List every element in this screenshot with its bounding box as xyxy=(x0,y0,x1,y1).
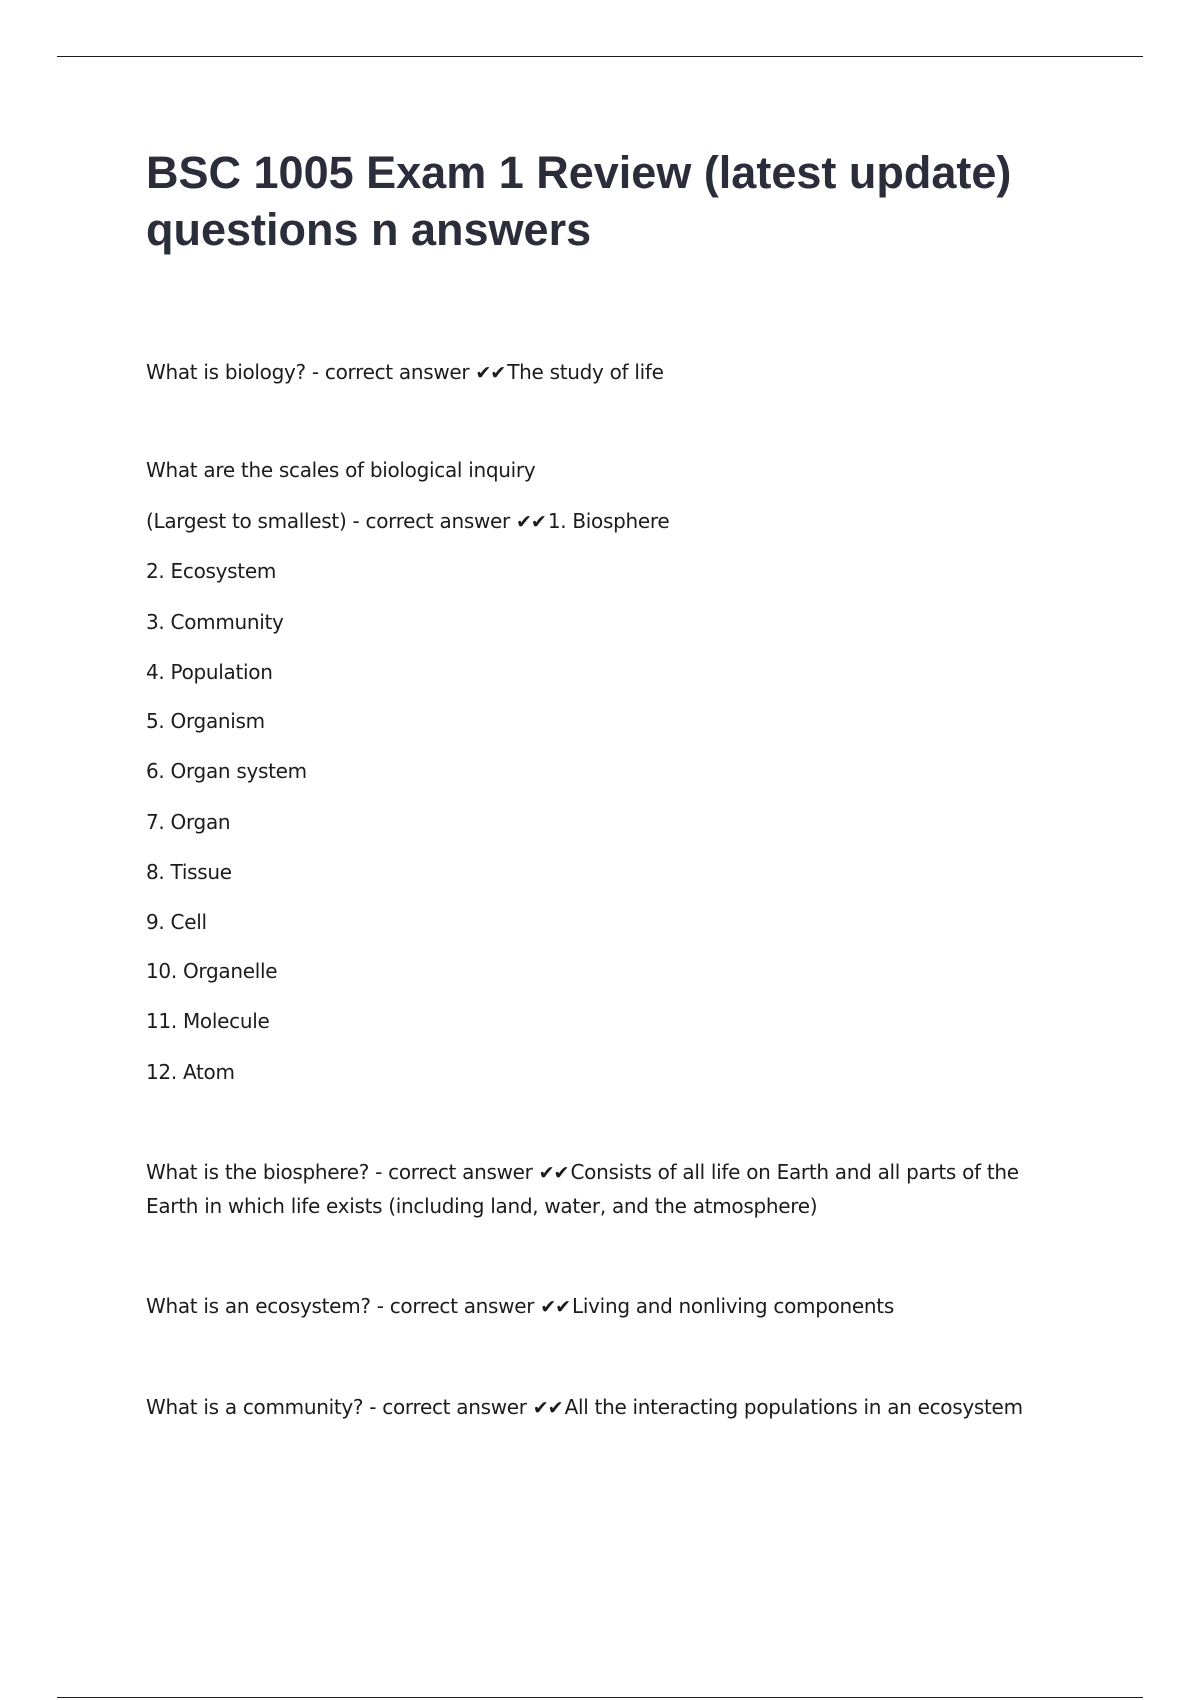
qa-item-community xyxy=(146,1392,1023,1423)
answer-text: All the interacting populations in an ecosystem xyxy=(564,1395,1023,1419)
list-item: 3. Community xyxy=(146,610,284,634)
answer-text: The study of life xyxy=(507,360,664,384)
list-item: 9. Cell xyxy=(146,910,207,934)
question-text: What is biology? - correct answer xyxy=(146,360,476,384)
double-check-icon: ✔✔ xyxy=(540,1296,571,1318)
question-text: What is an ecosystem? - correct answer xyxy=(146,1294,541,1318)
answer-text: Living and nonliving components xyxy=(572,1294,894,1318)
list-item: 4. Population xyxy=(146,660,273,684)
answer-text: 1. Biosphere xyxy=(547,509,670,533)
list-item: 10. Organelle xyxy=(146,959,278,983)
document-title: BSC 1005 Exam 1 Review (latest update) questions n answers xyxy=(146,147,1012,255)
list-item: 12. Atom xyxy=(146,1060,235,1084)
question-text-line1: What are the scales of biological inquiry xyxy=(146,458,536,482)
double-check-icon: ✔✔ xyxy=(538,1162,569,1184)
list-item: 7. Organ xyxy=(146,810,231,834)
answer-text: Consists of all life on Earth and all parts of the Earth in which life exists (including land, water, and the atmosphere) xyxy=(146,1160,1019,1218)
question-text: What is a community? - correct answer xyxy=(146,1395,533,1419)
qa-item-scales xyxy=(146,506,669,537)
double-check-icon: ✔✔ xyxy=(475,362,506,384)
question-text: What is the biosphere? - correct answer xyxy=(146,1160,539,1184)
qa-item-ecosystem xyxy=(146,1291,894,1322)
list-item: 6. Organ system xyxy=(146,759,307,783)
list-item: 5. Organism xyxy=(146,709,265,733)
list-item: 2. Ecosystem xyxy=(146,559,277,583)
top-divider xyxy=(57,56,1143,57)
list-item: 8. Tissue xyxy=(146,860,232,884)
qa-item-biosphere xyxy=(146,1156,1046,1223)
bottom-divider xyxy=(57,1697,1143,1698)
question-text-line2: (Largest to smallest) - correct answer xyxy=(146,509,516,533)
double-check-icon: ✔✔ xyxy=(515,511,546,533)
qa-item-biology xyxy=(146,357,664,388)
list-item: 11. Molecule xyxy=(146,1009,270,1033)
double-check-icon: ✔✔ xyxy=(532,1397,563,1419)
